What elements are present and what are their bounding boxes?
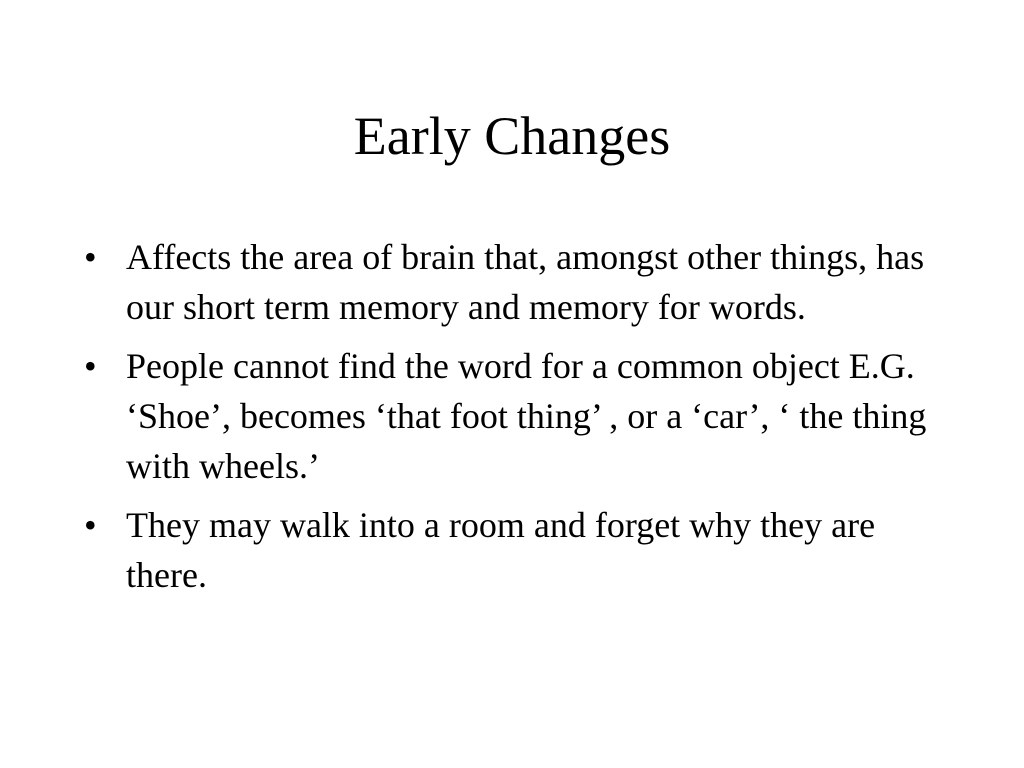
bullet-text: Affects the area of brain that, amongst other things, has our short term memory and memory for words. — [126, 237, 925, 327]
bullet-marker: • — [84, 505, 97, 545]
bullet-marker: • — [84, 346, 97, 386]
bullet-item — [84, 500, 954, 600]
bullet-list — [84, 232, 954, 609]
bullet-item — [84, 341, 954, 491]
bullet-text: People cannot find the word for a common object E.G. ‘Shoe’, becomes ‘that foot thing’ , or a ‘car’, ‘ the thing with wheels.’ — [126, 346, 927, 486]
bullet-text: They may walk into a room and forget why they are there. — [126, 505, 876, 595]
slide-title: Early Changes — [353, 106, 671, 166]
bullet-marker: • — [84, 237, 97, 277]
bullet-item — [84, 232, 954, 332]
